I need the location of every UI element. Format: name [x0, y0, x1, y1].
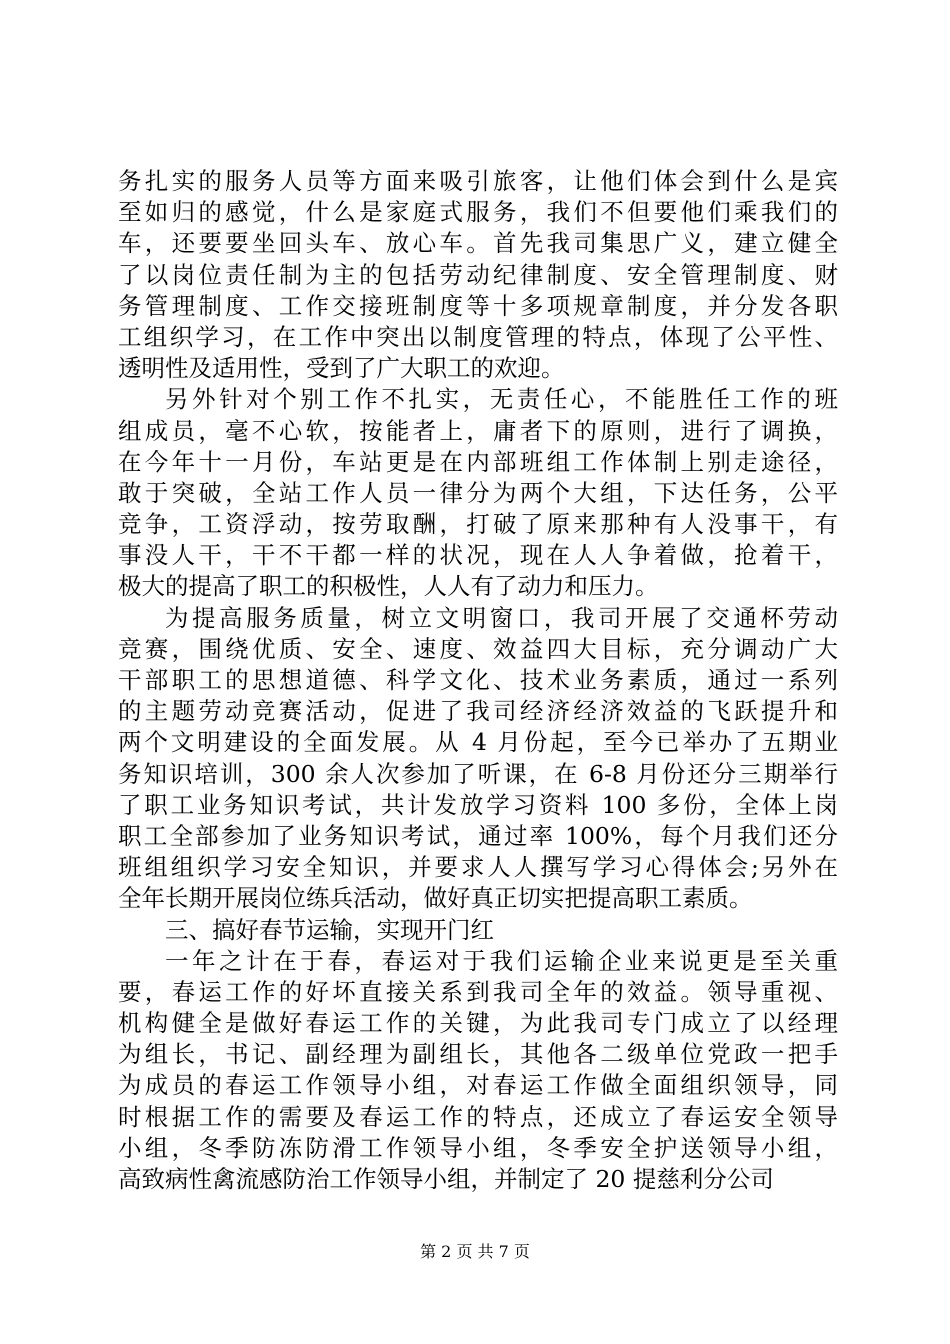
text-line: 三、搞好春节运输，实现开门红	[165, 915, 494, 944]
text-line: 高致病性禽流感防治工作领导小组，并制定了 20 提慈利分公司	[118, 1165, 774, 1193]
text-line: 为提高服务质量，树立文明窗口，我司开展了交通杯劳动	[165, 603, 838, 632]
text-line: 班组组织学习安全知识，并要求人人撰写学习心得体会;另外在	[118, 853, 838, 882]
text-line: 竞争，工资浮动，按劳取酬，打破了原来那种有人没事干，有	[118, 510, 838, 539]
text-line: 极大的提高了职工的积极性，人人有了动力和压力。	[118, 572, 659, 601]
text-line: 了以岗位责任制为主的包括劳动纪律制度、安全管理制度、财	[118, 260, 838, 289]
text-line: 为成员的春运工作领导小组，对春运工作做全面组织领导，同	[118, 1071, 838, 1100]
page-footer: 第 2 页 共 7 页	[420, 1242, 530, 1261]
paragraph	[118, 946, 838, 1196]
text-line: 另外针对个别工作不扎实，无责任心，不能胜任工作的班	[165, 385, 838, 414]
text-line: 的主题劳动竞赛活动，促进了我司经济经济效益的飞跃提升和	[118, 697, 838, 726]
text-line: 为组长，书记、副经理为副组长，其他各二级单位党政一把手	[118, 1040, 838, 1069]
text-line: 务管理制度、工作交接班制度等十多项规章制度，并分发各职	[118, 291, 838, 320]
text-line: 事没人干，干不干都一样的状况，现在人人争着做，抢着干，	[118, 541, 838, 570]
text-line: 要，春运工作的好坏直接关系到我司全年的效益。领导重视、	[118, 977, 838, 1006]
document-body	[118, 166, 838, 1195]
paragraph	[118, 915, 838, 946]
text-line: 机构健全是做好春运工作的关键，为此我司专门成立了以经理	[118, 1009, 838, 1038]
text-line: 竞赛，围绕优质、安全、速度、效益四大目标，充分调动广大	[118, 634, 838, 663]
text-line: 务知识培训，300 余人次参加了听课，在 6-8 月份还分三期举行	[118, 759, 838, 788]
text-line: 透明性及适用性，受到了广大职工的欢迎。	[118, 354, 565, 383]
text-line: 小组，冬季防冻防滑工作领导小组，冬季安全护送领导小组，	[118, 1133, 838, 1162]
text-line: 务扎实的服务人员等方面来吸引旅客，让他们体会到什么是宾	[118, 167, 838, 195]
text-line: 至如归的感觉，什么是家庭式服务，我们不但要他们乘我们的	[118, 198, 838, 227]
text-line: 工组织学习，在工作中突出以制度管理的特点，体现了公平性、	[118, 322, 838, 351]
text-line: 了职工业务知识考试，共计发放学习资料 100 多份，全体上岗	[118, 790, 838, 819]
text-line: 两个文明建设的全面发展。从 4 月份起，至今已举办了五期业	[118, 728, 838, 757]
text-line: 敢于突破，全站工作人员一律分为两个大组，下达任务，公平	[118, 478, 838, 507]
text-line: 在今年十一月份，车站更是在内部班组工作体制上别走途径，	[118, 447, 838, 476]
paragraph	[118, 603, 838, 915]
paragraph	[118, 166, 838, 384]
text-line: 一年之计在于春，春运对于我们运输企业来说更是至关重	[165, 946, 838, 975]
text-line: 车，还要要坐回头车、放心车。首先我司集思广义，建立健全	[118, 229, 838, 258]
text-line: 组成员，毫不心软，按能者上，庸者下的原则，进行了调换，	[118, 416, 838, 445]
paragraph	[118, 384, 838, 602]
text-line: 职工全部参加了业务知识考试，通过率 100%，每个月我们还分	[118, 821, 838, 850]
text-line: 时根据工作的需要及春运工作的特点，还成立了春运安全领导	[118, 1102, 838, 1131]
text-line: 干部职工的思想道德、科学文化、技术业务素质，通过一系列	[118, 666, 838, 694]
text-line: 全年长期开展岗位练兵活动，做好真正切实把提高职工素质。	[118, 884, 753, 913]
